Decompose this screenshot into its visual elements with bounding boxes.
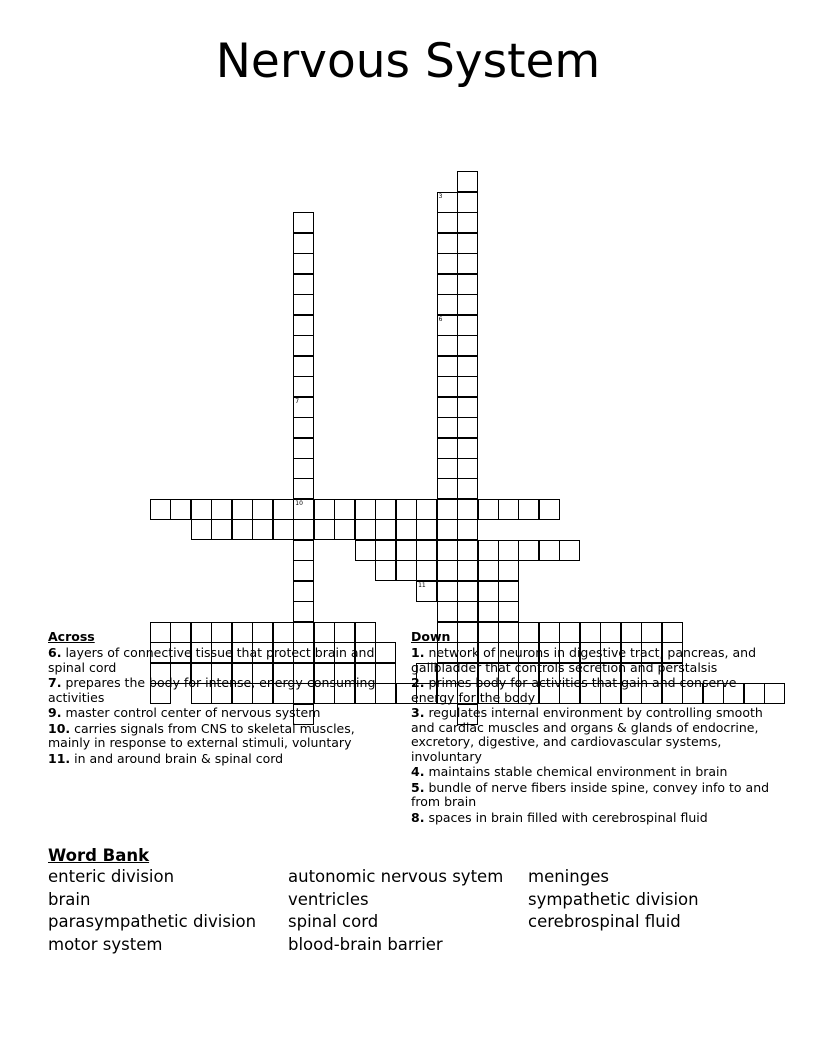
grid-cell[interactable] (457, 356, 478, 377)
grid-cell[interactable] (478, 499, 499, 520)
word-bank-item: meninges (528, 867, 609, 886)
grid-cell[interactable] (293, 499, 314, 520)
grid-cell[interactable] (437, 397, 458, 418)
clue-number: 5. (411, 779, 425, 795)
grid-cell[interactable] (437, 294, 458, 315)
grid-cell[interactable] (334, 499, 355, 520)
across-clues (48, 629, 400, 767)
grid-cell[interactable] (375, 540, 396, 561)
word-bank-list (48, 866, 768, 957)
grid-cell[interactable] (457, 438, 478, 459)
grid-cell[interactable] (437, 417, 458, 438)
clue-text: spaces in brain filled with cerebrospinal fluid (428, 809, 708, 825)
grid-cell[interactable] (457, 499, 478, 520)
grid-cell[interactable] (437, 192, 458, 213)
clue-number: 3. (411, 705, 425, 720)
down-clue (411, 706, 776, 764)
grid-cell[interactable] (355, 540, 376, 561)
across-clue-list (48, 646, 400, 766)
clue-text: master control center of nervous system (65, 705, 321, 720)
grid-cell[interactable] (232, 519, 253, 540)
clue-number-label: 7 (295, 397, 300, 405)
clue-number-label: 3 (438, 192, 443, 200)
clue-number: 4. (411, 764, 425, 779)
grid-cell[interactable] (478, 601, 499, 622)
grid-cell[interactable] (252, 499, 273, 520)
grid-cell[interactable] (293, 397, 314, 418)
clue-text: layers of connective tissue that protect brain and spinal cord (48, 645, 375, 675)
grid-cell[interactable] (457, 560, 478, 581)
grid-cell[interactable] (498, 540, 519, 561)
grid-cell[interactable] (457, 171, 478, 192)
grid-cell[interactable] (416, 560, 437, 581)
grid-cell[interactable] (375, 499, 396, 520)
grid-cell[interactable] (437, 458, 458, 479)
grid-cell[interactable] (437, 274, 458, 295)
grid-cell[interactable] (293, 356, 314, 377)
down-clue (411, 811, 776, 826)
grid-cell[interactable] (457, 233, 478, 254)
grid-cell[interactable] (293, 560, 314, 581)
grid-cell[interactable] (457, 376, 478, 397)
word-bank-item: autonomic nervous sytem (288, 867, 504, 886)
grid-cell[interactable] (437, 253, 458, 274)
grid-cell[interactable] (396, 560, 417, 581)
grid-cell[interactable] (293, 458, 314, 479)
grid-cell[interactable] (293, 294, 314, 315)
grid-cell[interactable] (498, 560, 519, 581)
grid-cell[interactable] (457, 274, 478, 295)
clue-text: maintains stable chemical environment in brain (428, 764, 728, 779)
grid-cell[interactable] (457, 519, 478, 540)
grid-cell[interactable] (191, 499, 212, 520)
grid-cell[interactable] (273, 519, 294, 540)
grid-cell[interactable] (437, 560, 458, 581)
grid-cell[interactable] (437, 335, 458, 356)
grid-cell[interactable] (437, 438, 458, 459)
down-clue-list (411, 646, 776, 825)
grid-cell[interactable] (539, 499, 560, 520)
grid-cell[interactable] (518, 540, 539, 561)
clue-text: network of neurons in digestive tract, pancreas, and gallbladder that controls secretion and perstalsis (411, 645, 757, 675)
grid-cell[interactable] (293, 253, 314, 274)
grid-cell[interactable] (498, 601, 519, 622)
down-clue (411, 765, 776, 780)
grid-cell[interactable] (518, 499, 539, 520)
grid-cell[interactable] (457, 581, 478, 602)
grid-cell[interactable] (457, 417, 478, 438)
grid-cell[interactable] (498, 581, 519, 602)
grid-cell[interactable] (334, 519, 355, 540)
down-clue (411, 676, 776, 705)
grid-cell[interactable] (437, 601, 458, 622)
grid-cell[interactable] (232, 499, 253, 520)
grid-cell[interactable] (293, 376, 314, 397)
clue-number-label: 6 (438, 315, 443, 323)
clue-number: 11. (48, 750, 71, 766)
page-title: Nervous System (215, 34, 601, 89)
down-clue (411, 646, 776, 675)
grid-cell[interactable] (437, 356, 458, 377)
grid-cell[interactable] (293, 540, 314, 561)
grid-cell[interactable] (437, 540, 458, 561)
grid-cell[interactable] (211, 519, 232, 540)
grid-cell[interactable] (457, 478, 478, 499)
grid-cell[interactable] (416, 499, 437, 520)
grid-cell[interactable] (437, 519, 458, 540)
clue-number: 6. (48, 645, 62, 660)
clue-number: 9. (48, 705, 62, 720)
grid-cell[interactable] (293, 335, 314, 356)
word-bank-item: sympathetic division (528, 889, 699, 909)
clue-number: 8. (411, 809, 425, 825)
clue-number-label: 11 (418, 581, 426, 589)
grid-cell[interactable] (498, 499, 519, 520)
grid-cell[interactable] (293, 438, 314, 459)
word-bank-item: spinal cord (288, 912, 379, 932)
grid-cell[interactable] (457, 212, 478, 233)
grid-cell[interactable] (314, 519, 335, 540)
grid-cell[interactable] (457, 253, 478, 274)
word-bank-item: ventricles (288, 889, 369, 909)
grid-cell[interactable] (437, 581, 458, 602)
word-bank-item: motor system (48, 935, 163, 955)
clue-number: 7. (48, 675, 62, 690)
grid-cell[interactable] (437, 233, 458, 254)
across-clue (48, 646, 400, 675)
grid-cell[interactable] (293, 315, 314, 336)
clue-number-label: 10 (295, 499, 303, 507)
clue-number: 1. (411, 645, 425, 660)
across-clue (48, 752, 400, 767)
grid-cell[interactable] (396, 519, 417, 540)
grid-cell[interactable] (457, 601, 478, 622)
clue-text: prepares the body for intense, energy-consuming activities (48, 675, 376, 705)
grid-cell[interactable] (252, 519, 273, 540)
across-clue (48, 676, 400, 705)
word-bank-item: enteric division (48, 867, 175, 886)
grid-cell[interactable] (437, 376, 458, 397)
grid-cell[interactable] (396, 499, 417, 520)
across-clue (48, 722, 400, 751)
grid-cell[interactable] (355, 519, 376, 540)
grid-cell[interactable] (293, 581, 314, 602)
clue-text: carries signals from CNS to skeletal muscles, mainly in response to external stimuli, voluntary (48, 720, 355, 750)
grid-cell[interactable] (293, 478, 314, 499)
grid-cell[interactable] (150, 499, 171, 520)
word-bank-heading: Word Bank (48, 846, 150, 865)
grid-cell[interactable] (396, 540, 417, 561)
grid-cell[interactable] (170, 499, 191, 520)
across-heading: Across (48, 629, 95, 644)
word-bank-item: blood-brain barrier (288, 935, 443, 955)
grid-cell[interactable] (437, 315, 458, 336)
grid-cell[interactable] (457, 294, 478, 315)
grid-cell[interactable] (559, 540, 580, 561)
grid-cell[interactable] (293, 212, 314, 233)
grid-cell[interactable] (211, 499, 232, 520)
grid-cell[interactable] (293, 417, 314, 438)
word-bank-item: brain (48, 889, 91, 909)
grid-cell[interactable] (314, 499, 335, 520)
word-bank-item: cerebrospinal fluid (528, 912, 681, 932)
word-bank (48, 845, 768, 957)
grid-cell[interactable] (293, 274, 314, 295)
grid-cell[interactable] (457, 335, 478, 356)
grid-cell[interactable] (457, 540, 478, 561)
grid-cell[interactable] (375, 560, 396, 581)
down-heading: Down (411, 629, 451, 644)
grid-cell[interactable] (375, 519, 396, 540)
grid-cell[interactable] (273, 499, 294, 520)
grid-cell[interactable] (457, 315, 478, 336)
grid-cell[interactable] (416, 540, 437, 561)
grid-cell[interactable] (416, 581, 437, 602)
grid-cell[interactable] (355, 499, 376, 520)
word-bank-item: parasympathetic division (48, 912, 257, 932)
grid-cell[interactable] (191, 519, 212, 540)
grid-cell[interactable] (293, 519, 314, 540)
grid-cell[interactable] (457, 397, 478, 418)
grid-cell[interactable] (437, 212, 458, 233)
grid-cell[interactable] (478, 560, 499, 581)
clue-text: in and around brain & spinal cord (74, 750, 284, 766)
grid-cell[interactable] (437, 478, 458, 499)
grid-cell[interactable] (457, 458, 478, 479)
grid-cell[interactable] (416, 519, 437, 540)
grid-cell[interactable] (478, 540, 499, 561)
clue-text: bundle of nerve fibers inside spine, convey info to and from brain (411, 779, 770, 809)
clue-text: primes body for activities that gain and conserve energy for the body (411, 675, 737, 705)
clue-number: 10. (48, 720, 71, 736)
clue-text: regulates internal environment by controlling smooth and cardiac muscles and organs & glands of endocrine, excretory, digestive, and cardiovascular systems, involuntary (411, 705, 763, 764)
down-clue (411, 781, 776, 810)
grid-cell[interactable] (457, 192, 478, 213)
grid-cell[interactable] (478, 581, 499, 602)
grid-cell[interactable] (437, 499, 458, 520)
across-clue (48, 706, 400, 721)
grid-cell[interactable] (539, 540, 560, 561)
grid-cell[interactable] (293, 601, 314, 622)
down-clues (411, 629, 776, 826)
grid-cell[interactable] (293, 233, 314, 254)
clue-number: 2. (411, 675, 425, 690)
